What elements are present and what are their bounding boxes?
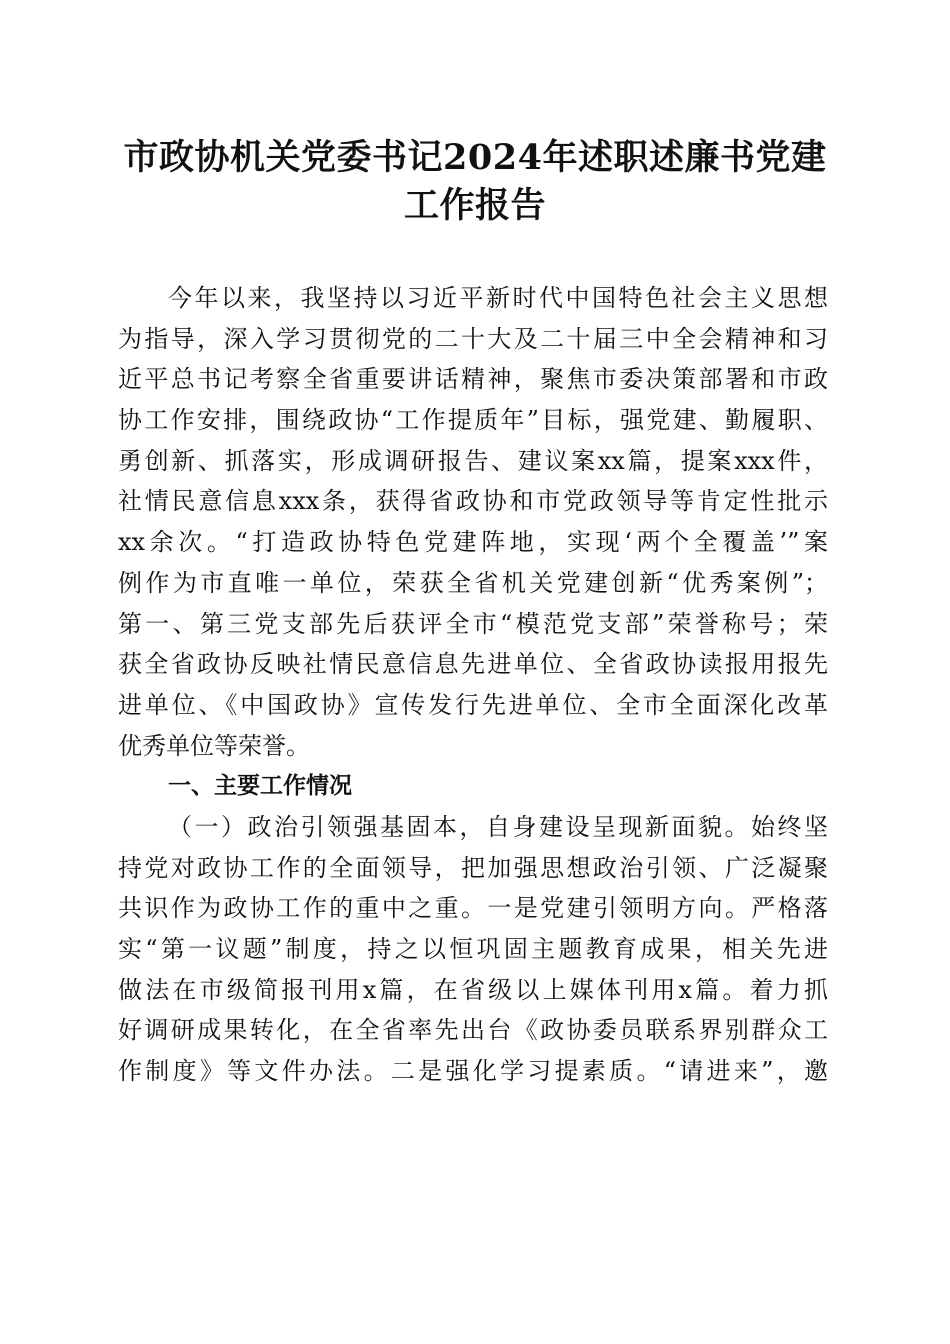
paragraph-line: 作制度》等文件办法。二是强化学习提素质。“请进来”，邀 — [118, 1057, 828, 1086]
paragraph-line: 社情民意信息xxx条，获得省政协和市党政领导等肯定性批示 — [118, 487, 828, 516]
paragraph-line: 第一、第三党支部先后获评全市“模范党支部”荣誉称号；荣 — [118, 609, 828, 638]
paragraph-line: 优秀单位等荣誉。 — [118, 731, 310, 760]
section-heading: 一、主要工作情况 — [168, 773, 352, 800]
subsection-paragraph — [118, 807, 828, 1092]
intro-paragraph — [118, 278, 828, 766]
paragraph-line: 持党对政协工作的全面领导，把加强思想政治引领、广泛凝聚 — [118, 853, 828, 882]
paragraph-line: 今年以来，我坚持以习近平新时代中国特色社会主义思想 — [168, 284, 828, 312]
paragraph-line: 为指导，深入学习贯彻党的二十大及二十届三中全会精神和习 — [118, 324, 828, 353]
title-line-1: 市政协机关党委书记2024年述职述廉书党建 — [123, 137, 827, 178]
document-title — [100, 134, 850, 230]
paragraph-line: 好调研成果转化，在全省率先出台《政协委员联系界别群众工 — [118, 1016, 828, 1045]
paragraph-line: 获全省政协反映社情民意信息先进单位、全省政协读报用报先 — [118, 650, 828, 679]
paragraph-line: 共识作为政协工作的重中之重。一是党建引领明方向。严格落 — [118, 894, 828, 923]
paragraph-line: 例作为市直唯一单位，荣获全省机关党建创新“优秀案例”； — [118, 568, 828, 597]
paragraph-line: 实“第一议题”制度，持之以恒巩固主题教育成果，相关先进 — [118, 935, 828, 963]
paragraph-line: 勇创新、抓落实，形成调研报告、建议案xx篇，提案xxx件， — [118, 446, 828, 475]
paragraph-line: 做法在市级简报刊用x篇，在省级以上媒体刊用x篇。着力抓 — [118, 975, 828, 1004]
document-body — [118, 278, 828, 1092]
title-line-2: 工作报告 — [403, 185, 546, 226]
paragraph-line: 协工作安排，围绕政协“工作提质年”目标，强党建、勤履职、 — [118, 406, 828, 435]
paragraph-line: xx余次。“打造政协特色党建阵地，实现‘两个全覆盖’”案 — [118, 528, 828, 557]
paragraph-line: 进单位、《中国政协》宣传发行先进单位、全市全面深化改革 — [118, 690, 828, 719]
paragraph-line: （一）政治引领强基固本，自身建设呈现新面貌。始终坚 — [168, 812, 828, 841]
paragraph-line: 近平总书记考察全省重要讲话精神，聚焦市委决策部署和市政 — [118, 365, 828, 394]
